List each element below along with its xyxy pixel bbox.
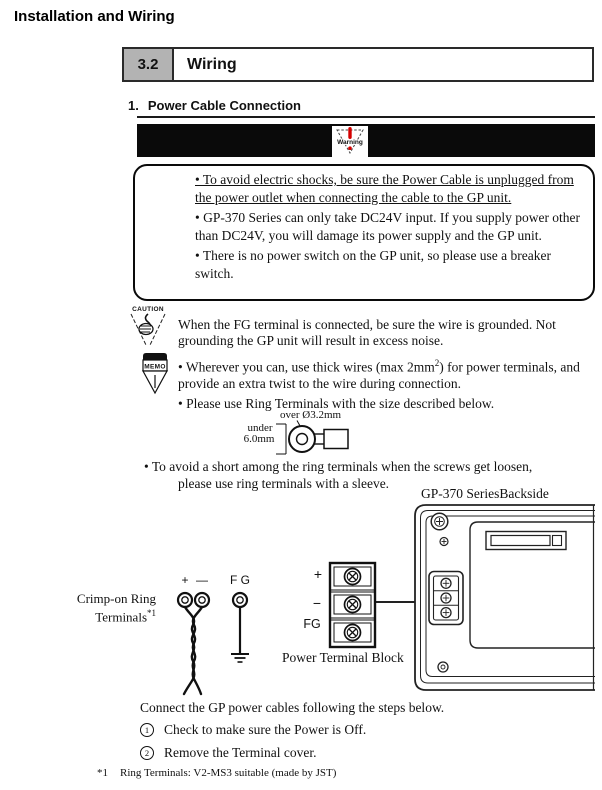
memo-item: • Please use Ring Terminals with the size described below. [178, 395, 495, 411]
memo-icon [138, 351, 172, 400]
warning-item: • There is no power switch on the GP unit, so please use a breaker switch. [195, 248, 552, 281]
warning-box [133, 164, 595, 301]
subsection-heading [128, 98, 301, 113]
section-title: Wiring [187, 55, 237, 73]
power-fg-label: FG [303, 617, 321, 631]
warning-item: • To avoid electric shocks, be sure the Power Cable is unplugged from the power outlet when connecting the cable to the GP unit. [195, 172, 574, 205]
subsection-number: 1. [128, 98, 139, 113]
footnote-marker: *1 [97, 767, 108, 779]
memo-notes [178, 355, 592, 416]
steps-intro: Connect the GP power cables following the steps below. [140, 700, 445, 715]
power-terminal-block-diagram [300, 560, 380, 652]
caution-text: When the FG terminal is connected, be sure the wire is grounded. Not grounding the GP unit will result in excess noise. [178, 317, 556, 348]
crimp-minus-label: — [196, 573, 208, 587]
ring-under-label: under [247, 422, 273, 434]
ring-over-label: over Ø3.2mm [280, 409, 342, 421]
crimp-terminals-label: Crimp-on Ring Terminals$^{*1}$ [76, 591, 156, 625]
power-plus-label: + [313, 566, 323, 582]
memo-item: • Wherever you can, use thick wires (max $2mm^2$) for power terminals, and provide an extra twist to the wire during connection. [178, 358, 580, 391]
subsection-title: Power Cable Connection [147, 98, 301, 113]
crimp-ring-terminals-diagram [170, 570, 255, 705]
footnote [97, 767, 336, 779]
warning-icon-label: Warning [337, 139, 363, 146]
crimp-fg-label: F G [230, 573, 250, 587]
page-title: Installation and Wiring [14, 8, 175, 25]
step-1-text: Check to make sure the Power is Off. [164, 722, 367, 737]
warning-item: • GP-370 Series can only take DC24V input. If you supply power other than DC24V, you will damage its power supply and the GP unit. [195, 210, 581, 243]
sleeve-note: • To avoid a short among the ring terminals when the screws get loosen, please use ring terminals with a sleeve. [144, 459, 533, 491]
ring-terminal-size-diagram [240, 408, 375, 460]
step-1-number: 1 [140, 723, 154, 737]
warning-icon [332, 126, 368, 157]
step-1 [140, 722, 366, 738]
caution-icon-label: CAUTION [132, 306, 164, 313]
warning-banner [137, 124, 595, 157]
caution-icon [126, 303, 170, 354]
crimp-plus-label: + [181, 573, 189, 587]
terminal-connector-line [375, 601, 415, 603]
gp-unit-backside-diagram [410, 501, 595, 693]
ring-under-value: 6.0mm [243, 433, 275, 445]
power-block-caption: Power Terminal Block [282, 650, 404, 665]
section-number: 3.2 [124, 49, 174, 80]
step-2 [140, 745, 317, 761]
backside-caption: GP-370 SeriesBackside [421, 486, 549, 501]
step-2-text: Remove the Terminal cover. [164, 745, 317, 760]
footnote-text: Ring Terminals: V2-MS3 suitable (made by JST) [120, 767, 337, 779]
step-2-number: 2 [140, 746, 154, 760]
heading-rule [137, 116, 595, 118]
section-header [122, 47, 594, 82]
power-minus-label: − [312, 595, 322, 611]
memo-icon-label: MEMO [144, 363, 166, 371]
